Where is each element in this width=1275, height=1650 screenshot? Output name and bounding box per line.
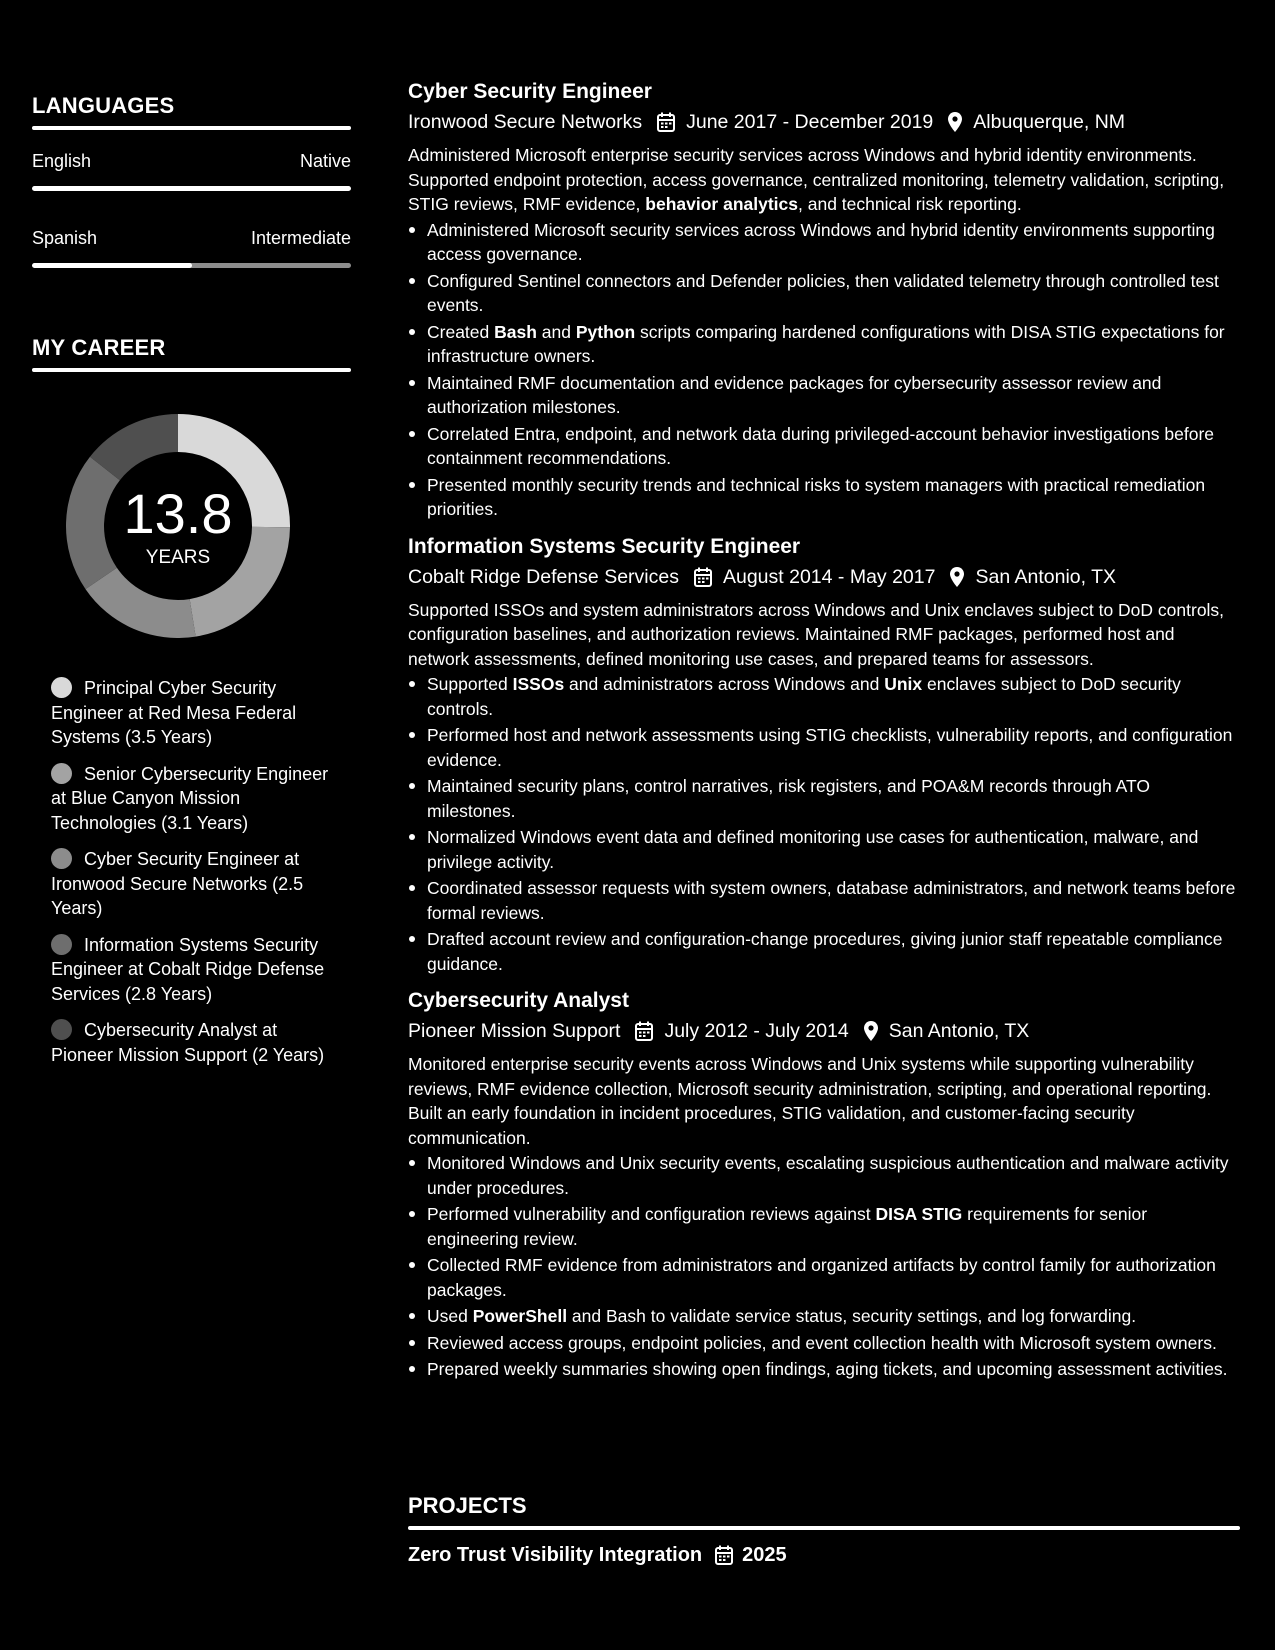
job-bullet: Collected RMF evidence from administrators and organized artifacts by control family for authorization packages.	[408, 1253, 1240, 1302]
job-meta	[408, 564, 1240, 590]
career-legend-label: Principal Cyber Security Engineer at Red Mesa Federal Systems (3.5 Years)	[51, 678, 297, 747]
projects-heading: PROJECTS	[408, 1493, 527, 1518]
job-dates: July 2012 - July 2014	[664, 1020, 849, 1042]
project-name: Zero Trust Visibility Integration	[408, 1544, 703, 1566]
job-entry	[408, 534, 1240, 977]
language-name: English	[32, 151, 92, 171]
language-proficiency-bar	[32, 263, 351, 268]
language-item	[32, 227, 351, 268]
career-legend-item	[51, 847, 341, 921]
job-bullet: Reviewed access groups, endpoint policies, and event collection health with Microsoft system owners.	[408, 1331, 1240, 1356]
job-company: Pioneer Mission Support	[408, 1020, 621, 1042]
project-date: 2025	[742, 1544, 787, 1566]
job-bullet: Performed host and network assessments using STIG checklists, vulnerability reports, and configuration evidence.	[408, 723, 1240, 772]
job-summary: Monitored enterprise security events across Windows and Unix systems while supporting vulnerability reviews, RMF evidence collection, Microsoft security administration, scripting, and operational reporting. Built an early foundation in incident procedures, STIG validation, and customer-facing security communication.	[408, 1054, 1212, 1148]
career-section	[32, 336, 351, 372]
career-total-unit: YEARS	[145, 547, 211, 568]
job-meta	[408, 1018, 1240, 1044]
career-legend-label: Cyber Security Engineer at Ironwood Secure Networks (2.5 Years)	[51, 849, 304, 918]
job-bullets	[408, 672, 1240, 976]
career-heading: MY CAREER	[32, 335, 166, 360]
sidebar	[32, 93, 351, 1065]
career-legend-label: Cybersecurity Analyst at Pioneer Mission Support (2 Years)	[51, 1020, 325, 1065]
job-company: Cobalt Ridge Defense Services	[408, 565, 679, 588]
job-bullet: Coordinated assessor requests with system owners, database administrators, and network teams before formal reviews.	[408, 876, 1240, 925]
job-summary: Administered Microsoft enterprise security services across Windows and hybrid identity environments. Supported endpoint protection, access governance, centralized monitoring, telemetry validation, scripting, STIG reviews, RMF evidence, behavior analytics, and technical risk reporting.	[408, 145, 1225, 214]
projects-section	[408, 1494, 1240, 1567]
calendar-icon	[693, 566, 713, 588]
languages-section	[32, 94, 351, 268]
job-bullet: Performed vulnerability and configuration reviews against DISA STIG requirements for senior engineering review.	[408, 1202, 1240, 1251]
job-bullet: Created Bash and Python scripts comparing hardened configurations with DISA STIG expectations for infrastructure owners.	[408, 320, 1240, 369]
job-location: San Antonio, TX	[975, 565, 1117, 588]
career-total-years: 13.8	[123, 482, 233, 545]
job-title: Information Systems Security Engineer	[408, 534, 801, 558]
career-legend-label: Information Systems Security Engineer at Cobalt Ridge Defense Services (2.8 Years)	[51, 934, 325, 1004]
job-bullet: Drafted account review and configuration-change procedures, giving junior staff repeatable compliance guidance.	[408, 927, 1240, 976]
legend-dot-icon	[51, 934, 72, 955]
job-summary: Supported ISSOs and system administrators across Windows and Unix enclaves subject to DoD controls, configuration baselines, and authorization reviews. Maintained RMF packages, performed host and network assessments, defined monitoring use cases, and prepared teams for assessors.	[408, 599, 1225, 669]
job-meta	[408, 109, 1240, 135]
job-dates: June 2017 - December 2019	[686, 111, 934, 133]
language-proficiency-fill	[32, 263, 192, 268]
job-location: Albuquerque, NM	[973, 111, 1126, 133]
language-level: Native	[299, 151, 351, 171]
job-company: Ironwood Secure Networks	[408, 111, 643, 133]
language-proficiency-fill	[32, 186, 351, 191]
career-legend	[51, 676, 341, 1079]
career-legend-item	[51, 933, 341, 1007]
job-bullet: Normalized Windows event data and defined monitoring use cases for authentication, malware, and privilege activity.	[408, 825, 1240, 874]
language-item	[32, 150, 351, 191]
job-bullet: Correlated Entra, endpoint, and network data during privileged-account behavior investigations before containment recommendations.	[408, 422, 1240, 471]
language-level: Intermediate	[250, 228, 351, 248]
career-divider	[32, 368, 351, 372]
job-title: Cyber Security Engineer	[408, 80, 652, 103]
legend-dot-icon	[51, 677, 72, 698]
career-legend-item	[51, 762, 341, 836]
job-bullet: Prepared weekly summaries showing open findings, aging tickets, and upcoming assessment activities.	[408, 1357, 1240, 1382]
career-donut-chart	[66, 414, 290, 638]
job-entry	[408, 988, 1240, 1382]
language-name: Spanish	[32, 228, 98, 248]
job-bullets	[408, 1151, 1240, 1382]
job-bullet: Maintained security plans, control narratives, risk registers, and POA&M records through ATO milestones.	[408, 774, 1240, 823]
calendar-icon	[634, 1020, 654, 1042]
job-bullet: Presented monthly security trends and technical risks to system managers with practical remediation priorities.	[408, 473, 1240, 522]
career-legend-item	[51, 676, 341, 750]
job-dates: August 2014 - May 2017	[722, 565, 936, 588]
career-legend-item	[51, 1018, 341, 1067]
career-legend-label: Senior Cybersecurity Engineer at Blue Canyon Mission Technologies (3.1 Years)	[51, 763, 329, 833]
job-bullets	[408, 218, 1240, 522]
job-bullet: Used PowerShell and Bash to validate service status, security settings, and log forwarding.	[408, 1304, 1240, 1329]
job-bullet: Maintained RMF documentation and evidence packages for cybersecurity assessor review and authorization milestones.	[408, 371, 1240, 420]
languages-divider	[32, 126, 351, 130]
job-bullet: Administered Microsoft security services across Windows and hybrid identity environments supporting access governance.	[408, 218, 1240, 267]
map-pin-icon	[947, 111, 963, 133]
language-proficiency-bar	[32, 186, 351, 191]
job-bullet: Monitored Windows and Unix security events, escalating suspicious authentication and malware activity under procedures.	[408, 1151, 1240, 1200]
job-entry	[408, 79, 1240, 522]
legend-dot-icon	[51, 848, 72, 869]
project-item	[408, 1543, 1240, 1567]
calendar-icon	[714, 1544, 734, 1566]
legend-dot-icon	[51, 1019, 72, 1040]
job-location: San Antonio, TX	[888, 1020, 1030, 1042]
calendar-icon	[656, 111, 676, 133]
map-pin-icon	[863, 1020, 879, 1042]
legend-dot-icon	[51, 763, 72, 784]
map-pin-icon	[949, 566, 965, 588]
experience-section	[408, 79, 1240, 1394]
donut-segment	[85, 568, 195, 638]
job-title: Cybersecurity Analyst	[408, 989, 629, 1012]
languages-heading: LANGUAGES	[32, 93, 175, 118]
projects-divider	[408, 1526, 1240, 1530]
job-bullet: Configured Sentinel connectors and Defender policies, then validated telemetry through controlled test events.	[408, 269, 1240, 318]
job-bullet: Supported ISSOs and administrators across Windows and Unix enclaves subject to DoD security controls.	[408, 672, 1240, 721]
